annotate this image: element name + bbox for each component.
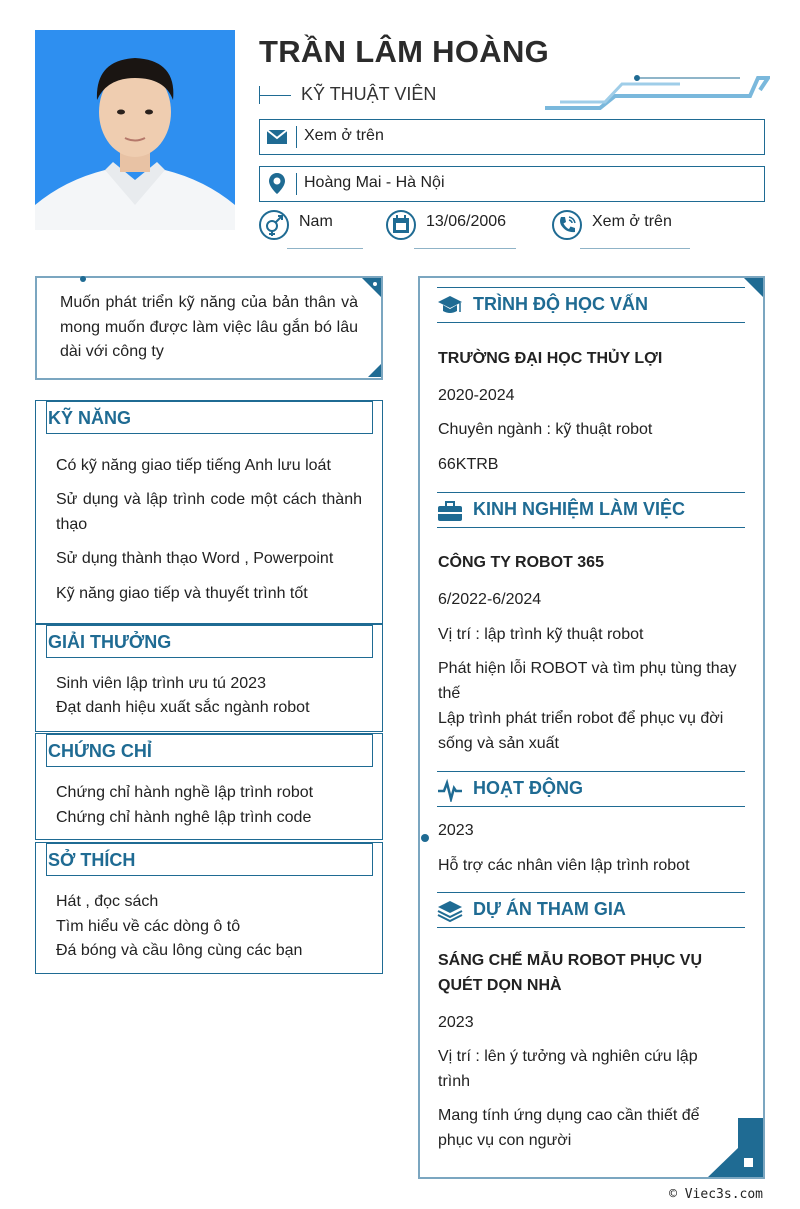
education-period: 2020-2024 <box>438 387 515 404</box>
certificate-item: Chứng chỉ hành nghề lập trình robot <box>56 784 314 801</box>
activities-header <box>437 771 745 807</box>
education-heading: TRÌNH ĐỘ HỌC VẤN <box>473 294 648 314</box>
right-corner-top <box>744 278 764 298</box>
profile-photo <box>35 30 235 230</box>
skills-heading: KỸ NĂNG <box>48 408 132 428</box>
education-header <box>437 287 745 323</box>
projects-desc: Mang tính ứng dụng cao cần thiết để phục vụ con người <box>438 1107 700 1149</box>
objective-text: Muốn phát triển kỹ năng của bản thân và mong muốn được làm việc lâu gắn bó lâu dài với công ty <box>60 294 358 360</box>
pulse-icon <box>437 778 463 802</box>
award-item: Sinh viên lập trình ưu tú 2023 <box>56 675 266 692</box>
briefcase-icon <box>437 499 463 523</box>
activities-year: 2023 <box>438 822 474 839</box>
job-title: KỸ THUẬT VIÊN <box>301 84 437 104</box>
title-line <box>259 95 291 96</box>
projects-name: SÁNG CHẾ MẪU ROBOT PHỤC VỤ QUÉT DỌN NHÀ <box>438 952 703 994</box>
activities-heading: HOẠT ĐỘNG <box>473 778 583 798</box>
address-text: Hoàng Mai - Hà Nội <box>304 174 445 191</box>
email-row <box>259 119 765 155</box>
skill-item: Kỹ năng giao tiếp và thuyết trình tốt <box>56 585 308 602</box>
experience-heading: KINH NGHIỆM LÀM VIỆC <box>473 499 686 519</box>
projects-role: Vị trí : lên ý tưởng và nghiên cứu lập trình <box>438 1048 698 1090</box>
hobbies-heading: SỞ THÍCH <box>48 850 136 870</box>
candidate-name: TRẦN LÂM HOÀNG <box>259 34 550 69</box>
activities-desc: Hỗ trợ các nhân viên lập trình robot <box>438 857 690 874</box>
award-item: Đạt danh hiệu xuất sắc ngành robot <box>56 699 310 716</box>
hobby-item: Đá bóng và cầu lông cùng các bạn <box>56 942 303 959</box>
birthday-text: 13/06/2006 <box>426 213 507 230</box>
location-pin-icon <box>264 171 290 197</box>
objective-corner-bottom <box>368 364 382 378</box>
layers-icon <box>437 899 463 923</box>
certificates-heading: CHỨNG CHỈ <box>48 741 152 761</box>
circuit-decoration <box>540 74 770 114</box>
gender-field <box>259 210 369 250</box>
hobby-item: Tìm hiểu về các dòng ô tô <box>56 918 241 935</box>
experience-company: CÔNG TY ROBOT 365 <box>438 554 604 571</box>
skill-item: Sử dụng và lập trình code một cách thành thạo <box>56 491 362 533</box>
experience-desc: Phát hiện lỗi ROBOT và tìm phụ tùng thay thế <box>438 660 737 702</box>
certificate-item: Chứng chỉ hành nghê lập trình code <box>56 809 312 826</box>
gender-icon <box>259 210 289 240</box>
experience-desc: Lập trình phát triển robot để phục vụ đời sống và sản xuất <box>438 710 724 752</box>
experience-position: Vị trí : lập trình kỹ thuật robot <box>438 626 644 643</box>
projects-year: 2023 <box>438 1014 474 1031</box>
graduation-cap-icon <box>437 294 463 318</box>
objective-corner-top <box>362 278 382 298</box>
footer-credit: © Viec3s.com <box>669 1187 763 1202</box>
hobby-item: Hát , đọc sách <box>56 893 159 910</box>
mail-icon <box>264 124 290 150</box>
birthday-field <box>386 210 526 250</box>
gender-text: Nam <box>299 213 333 230</box>
education-major: Chuyên ngành : kỹ thuật robot <box>438 421 653 438</box>
experience-header <box>437 492 745 528</box>
awards-heading-box <box>46 625 373 658</box>
skill-item: Sử dụng thành thạo Word , Powerpoint <box>56 550 334 567</box>
phone-icon <box>552 210 582 240</box>
skill-item: Có kỹ năng giao tiếp tiếng Anh lưu loát <box>56 457 331 474</box>
skills-heading-box <box>46 401 373 434</box>
projects-header <box>437 892 745 928</box>
timeline-dot <box>421 834 429 842</box>
phone-text: Xem ở trên <box>592 213 672 230</box>
certificates-heading-box <box>46 734 373 767</box>
education-class: 66KTRB <box>438 456 499 473</box>
experience-period: 6/2022-6/2024 <box>438 591 542 608</box>
education-school: TRƯỜNG ĐẠI HỌC THỦY LỢI <box>438 350 663 367</box>
calendar-icon <box>386 210 416 240</box>
hobbies-heading-box <box>46 843 373 876</box>
address-row <box>259 166 765 202</box>
projects-heading: DỰ ÁN THAM GIA <box>473 899 626 919</box>
phone-field <box>552 210 692 250</box>
awards-heading: GIẢI THƯỞNG <box>48 632 172 652</box>
email-text: Xem ở trên <box>304 127 384 144</box>
